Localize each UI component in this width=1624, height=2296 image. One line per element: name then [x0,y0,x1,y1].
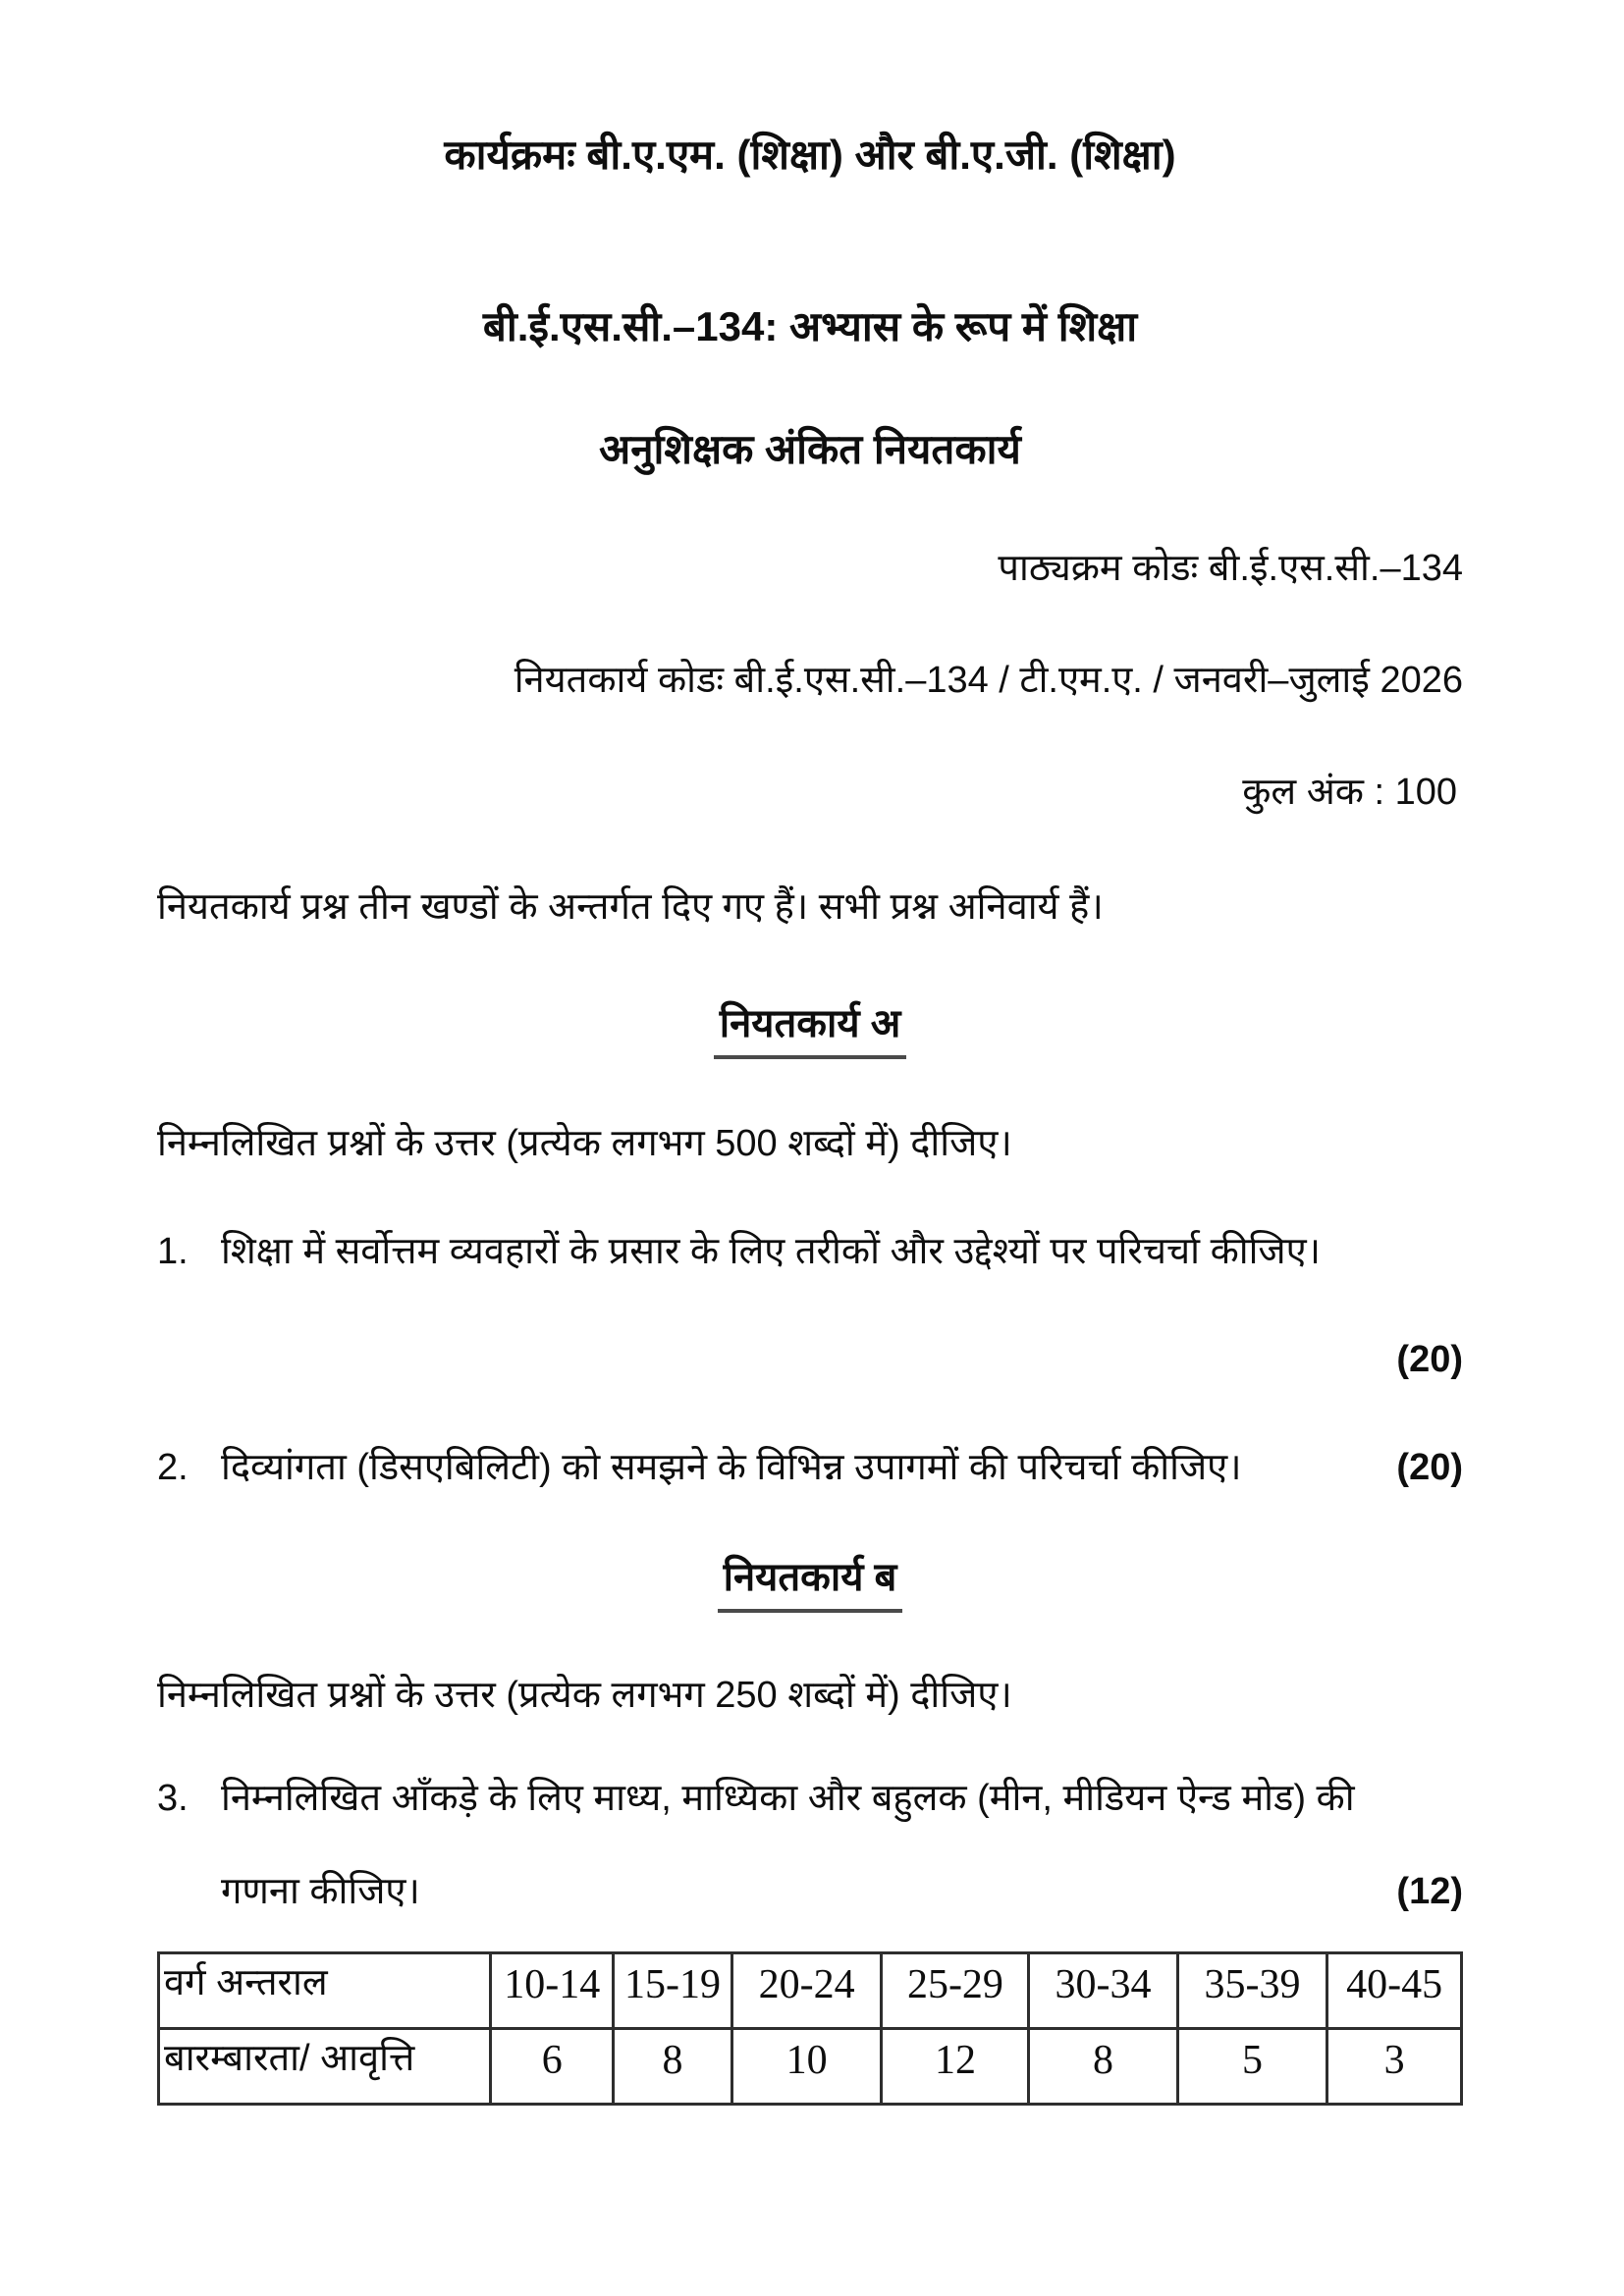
section-b-instruction: निम्नलिखित प्रश्नों के उत्तर (प्रत्येक लगभग 250 शब्दों में) दीजिए। [157,1675,1012,1716]
page-content [157,128,1463,2106]
course-code: पाठ्यक्रम कोडः बी.ई.एस.सी.–134 [998,548,1463,589]
frequencies-row-label: बारम्बारता/ आवृत्ति [159,2029,491,2105]
interval-cell: 30-34 [1029,1953,1177,2029]
section-a-instruction: निम्नलिखित प्रश्नों के उत्तर (प्रत्येक लगभग 500 शब्दों में) दीजिए। [157,1123,1012,1164]
table-row-intervals [159,1953,1462,2029]
question-3-body [221,1775,1463,1916]
question-1-number: 1. [157,1231,189,1272]
assignment-title: अनुशिक्षक अंकित नियतकार्य [599,426,1021,472]
interval-cell: 25-29 [882,1953,1029,2029]
question-2-marks: (20) [1396,1447,1463,1488]
question-3-number: 3. [157,1778,189,1819]
question-1-text: शिक्षा में सर्वोत्तम व्यवहारों के प्रसार के लिए तरीकों और उद्देश्यों पर परिचर्चा कीजिए। [221,1231,1322,1272]
question-2 [157,1444,1463,1492]
general-instruction: नियतकार्य प्रश्न तीन खण्डों के अन्तर्गत दिए गए हैं। सभी प्रश्न अनिवार्य हैं। [157,886,1104,928]
intervals-row-label: वर्ग अन्तराल [159,1953,491,2029]
question-1 [157,1228,1463,1276]
frequency-table [157,1951,1463,2106]
interval-cell: 20-24 [731,1953,882,2029]
question-3-text-line2-row [221,1868,1463,1916]
question-1-marks: (20) [1396,1339,1463,1380]
question-2-body [221,1444,1463,1492]
interval-cell: 10-14 [491,1953,614,2029]
question-3-text-line1: निम्नलिखित आँकड़े के लिए माध्य, माध्यिका और बहुलक (मीन, मीडियन ऐन्ड मोड) की [221,1778,1355,1819]
question-3-marks: (12) [1396,1871,1463,1912]
question-2-number: 2. [157,1447,189,1488]
assignment-code: नियतकार्य कोडः बी.ई.एस.सी.–134 / टी.एम.ए. / जनवरी–जुलाई 2026 [514,660,1463,701]
program-title: कार्यक्रमः बी.ए.एम. (शिक्षा) और बी.ए.जी. (शिक्षा) [444,132,1176,178]
frequency-cell: 10 [731,2029,882,2105]
frequency-cell: 12 [882,2029,1029,2105]
table-row-frequencies [159,2029,1462,2105]
course-title: बी.ई.एस.सी.–134: अभ्यास के रूप में शिक्षा [482,303,1138,349]
interval-cell: 35-39 [1177,1953,1327,2029]
interval-cell: 40-45 [1327,1953,1462,2029]
frequency-cell: 8 [1029,2029,1177,2105]
frequency-cell: 8 [614,2029,732,2105]
question-3-text-line2: गणना कीजिए। [221,1871,420,1912]
section-b-heading-row [157,1552,1463,1613]
frequency-cell: 3 [1327,2029,1462,2105]
question-2-text: दिव्यांगता (डिसएबिलिटी) को समझने के विभिन्न उपागमों की परिचर्चा कीजिए। [221,1447,1242,1488]
section-a-heading: नियतकार्य अ [714,998,907,1059]
section-b-heading: नियतकार्य ब [718,1552,903,1613]
total-marks: कुल अंक : 100 [1242,772,1457,813]
frequency-cell: 5 [1177,2029,1327,2105]
interval-cell: 15-19 [614,1953,732,2029]
frequency-cell: 6 [491,2029,614,2105]
question-3 [157,1775,1463,1916]
section-a-heading-row [157,998,1463,1059]
